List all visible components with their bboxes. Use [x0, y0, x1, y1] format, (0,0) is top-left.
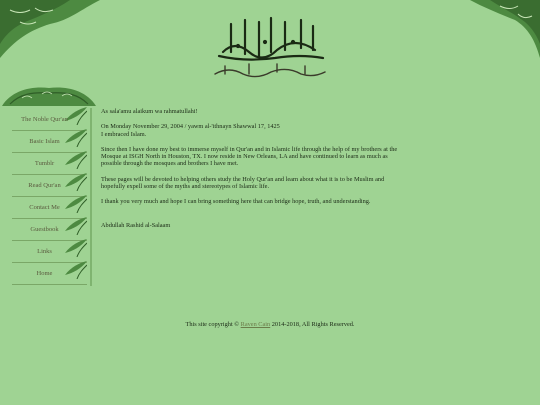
corner-vine-left-decoration: [0, 0, 100, 60]
nav-link-basic-islam[interactable]: [12, 132, 87, 153]
conversion-paragraph: [101, 123, 401, 138]
nav-link-label[interactable]: Contact Me: [29, 204, 60, 211]
copyright-suffix: 2014-2018, All Rights Reserved.: [271, 321, 355, 328]
nav-link-label[interactable]: Home: [36, 270, 53, 277]
copyright-prefix: This site copyright ©: [185, 321, 240, 328]
nav-link-contact-me[interactable]: [12, 198, 87, 219]
nav-link-noble-quran[interactable]: [12, 110, 87, 131]
nav-link-read-quran[interactable]: [12, 176, 87, 197]
nav-link-label[interactable]: Basic Islam: [29, 138, 60, 145]
footer: [0, 321, 540, 328]
corner-vine-right-decoration: [470, 0, 540, 60]
main-content: [101, 108, 401, 237]
sidebar-vine-decoration: [2, 84, 96, 108]
nav-link-label[interactable]: Links: [37, 248, 52, 255]
nav-link-guestbook[interactable]: [12, 220, 87, 241]
greeting-text: As sala'amu alaikum wa rahmatullahi!: [101, 108, 198, 115]
nav-link-label[interactable]: The Noble Qur'an: [21, 116, 68, 123]
thanks-paragraph: I thank you very much and hope I can bring something here that can bridge hope, truth, and understanding.: [101, 198, 371, 206]
nav-link-label[interactable]: Guestbook: [30, 226, 59, 233]
nav-link-home[interactable]: [12, 264, 87, 285]
nav-link-links[interactable]: [12, 242, 87, 263]
conversion-date: On Monday November 29, 2004 / yawm al-'ithnayn Shawwal 17, 1425: [101, 123, 280, 131]
nav-link-label[interactable]: Read Qur'an: [28, 182, 61, 189]
nav-link-tumblr[interactable]: [12, 154, 87, 175]
signature: Abdullah Rashid al-Salaam: [101, 221, 171, 229]
journey-paragraph: Since then I have done my best to immerse myself in Qur'an and in Islamic life through the help of my brothers at the Mosque at ISGH North in Houston, TX. I now reside in New Orleans, LA and have continued to learn as much as possible through the mosques and brothers I have met.: [101, 145, 398, 168]
nav-link-label[interactable]: Tumblr: [34, 160, 55, 167]
embraced-islam-text: I embraced Islam.: [101, 130, 147, 138]
purpose-paragraph: These pages will be devoted to helping others study the Holy Qur'an and learn about what it is to be Muslim and hopefully expell some of the myths and stereotypes of Islamic life.: [101, 175, 385, 191]
author-link[interactable]: Raven Cain: [240, 321, 271, 328]
sidebar-nav: [10, 108, 92, 286]
arabic-calligraphy-logo: [205, 12, 335, 82]
